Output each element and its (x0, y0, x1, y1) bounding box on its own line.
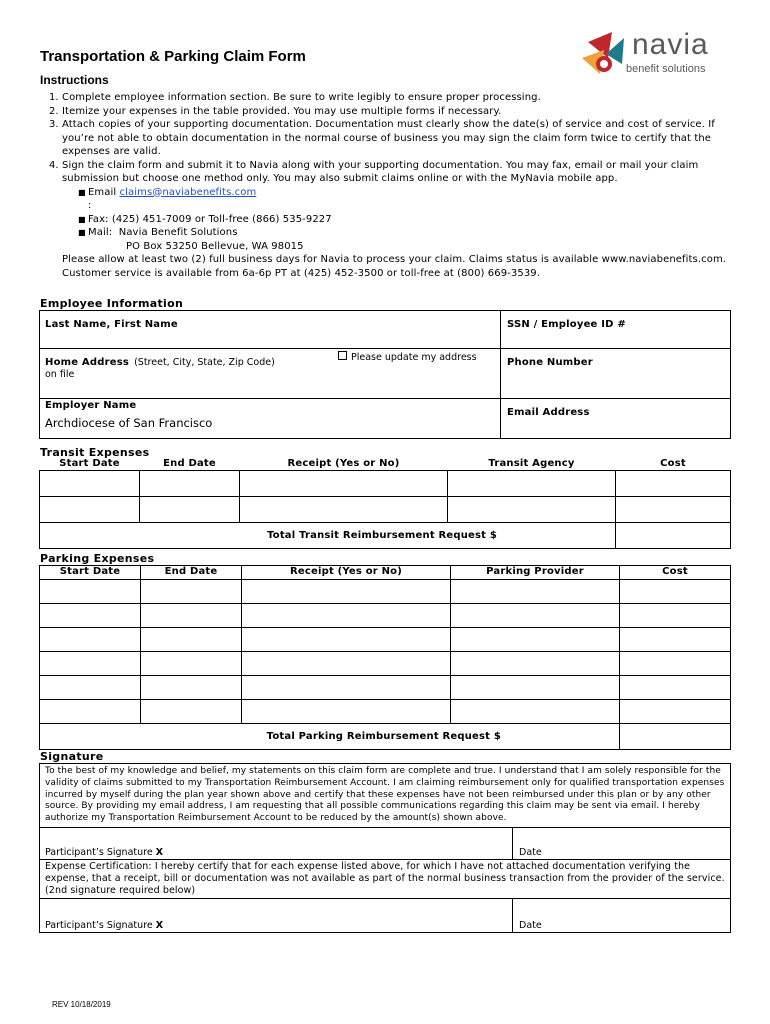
transit-row (40, 496, 731, 522)
parking-section-heading: Parking Expenses (40, 552, 155, 565)
parking-col-receipt: Receipt (Yes or No) (242, 566, 451, 580)
logo-wordmark: navia (632, 28, 709, 61)
bullet-icon: ■ (78, 228, 86, 237)
parking-provider-cell[interactable] (451, 628, 620, 652)
fax-method (78, 213, 740, 227)
signature-x-mark: X (155, 920, 164, 932)
update-address-label: Please update my address (351, 352, 477, 363)
parking-receipt-cell[interactable] (242, 604, 451, 628)
parking-total-cell[interactable] (620, 724, 731, 750)
fax-method-text: Fax: (425) 451-7009 or Toll-free (866) 535-9227 (88, 213, 332, 225)
address-hint: (Street, City, State, Zip Code) (134, 357, 275, 368)
parking-row (40, 700, 731, 724)
transit-section-heading: Transit Expenses (40, 446, 150, 459)
transit-expenses-table (39, 458, 731, 549)
transit-end-cell[interactable] (140, 470, 240, 496)
update-address-option[interactable] (338, 351, 477, 363)
address-field[interactable] (40, 349, 501, 399)
parking-receipt-cell[interactable] (242, 700, 451, 724)
employee-section-heading: Employee Information (40, 297, 184, 310)
email-field[interactable] (501, 399, 731, 439)
instructions-list (40, 91, 740, 186)
transit-col-start-date: Start Date (59, 458, 120, 469)
participant-signature-field-1[interactable] (40, 827, 513, 859)
parking-provider-cell[interactable] (451, 580, 620, 604)
parking-start-cell[interactable] (40, 676, 141, 700)
parking-start-cell[interactable] (40, 604, 141, 628)
parking-header-row (40, 566, 731, 580)
parking-total-label: Total Parking Reimbursement Request $ (40, 724, 620, 750)
mail-method (78, 226, 740, 240)
transit-total-label: Total Transit Reimbursement Request $ (40, 522, 616, 548)
parking-col-provider: Parking Provider (451, 566, 620, 580)
parking-cost-cell[interactable] (620, 652, 731, 676)
revision-date: REV 10/18/2019 (52, 1000, 111, 1009)
mail-line-1: Navia Benefit Solutions (118, 227, 238, 238)
signature-table (39, 763, 731, 933)
parking-provider-cell[interactable] (451, 604, 620, 628)
transit-total-cell[interactable] (616, 522, 731, 548)
parking-end-cell[interactable] (141, 700, 242, 724)
date-label: Date (519, 920, 542, 932)
transit-agency-cell[interactable] (448, 470, 616, 496)
transit-col-agency: Transit Agency (488, 458, 575, 469)
employer-field[interactable] (40, 399, 501, 439)
name-field[interactable] (40, 311, 501, 349)
employee-info-table (39, 310, 731, 439)
parking-start-cell[interactable] (40, 652, 141, 676)
transit-agency-cell[interactable] (448, 496, 616, 522)
parking-row (40, 676, 731, 700)
update-address-checkbox[interactable] (338, 351, 347, 360)
signature-date-field-1[interactable] (513, 827, 731, 859)
instruction-item: 2. Itemize your expenses in the table provided. You may use multiple forms if necessary. (62, 105, 740, 119)
parking-cost-cell[interactable] (620, 676, 731, 700)
email-colon: : (88, 200, 92, 211)
parking-row (40, 580, 731, 604)
transit-col-cost: Cost (660, 458, 686, 469)
parking-receipt-cell[interactable] (242, 580, 451, 604)
date-label: Date (519, 846, 542, 858)
parking-receipt-cell[interactable] (242, 628, 451, 652)
signature-section-heading: Signature (40, 750, 104, 763)
transit-total-row (40, 522, 731, 548)
email-label: Email Address (507, 407, 590, 418)
bullet-icon: ■ (78, 187, 86, 197)
parking-receipt-cell[interactable] (242, 652, 451, 676)
instruction-item: 1. Complete employee information section. Be sure to write legibly to ensure proper processing. (62, 91, 740, 105)
transit-row (40, 470, 731, 496)
employer-label: Employer Name (45, 400, 137, 411)
parking-end-cell[interactable] (141, 652, 242, 676)
processing-note: Please allow at least two (2) full business days for Navia to process your claim. Claims status is available www.naviabenefits.com. Customer service is available from 6a-6p PT at (425) 452-3500 or toll-free at (800) 669-3539. (62, 254, 727, 279)
participant-signature-label: Participant’s Signature (45, 846, 153, 858)
parking-col-start-date: Start Date (40, 566, 141, 580)
parking-row (40, 628, 731, 652)
parking-cost-cell[interactable] (620, 604, 731, 628)
parking-end-cell[interactable] (141, 604, 242, 628)
parking-end-cell[interactable] (141, 580, 242, 604)
transit-start-cell[interactable] (40, 470, 140, 496)
parking-provider-cell[interactable] (451, 676, 620, 700)
email-method (78, 186, 740, 200)
bullet-icon: ■ (78, 214, 86, 224)
submission-methods (40, 186, 740, 254)
transit-receipt-cell[interactable] (240, 470, 448, 496)
parking-total-row (40, 724, 731, 750)
expense-certification: Expense Certification: I hereby certify that for each expense listed above, for which I have not attached documentation verifying the expense, that a receipt, bill or documentation was not available as part of the normal business transaction from the provider of the service. (2nd signature required below) (40, 859, 731, 898)
parking-end-cell[interactable] (141, 628, 242, 652)
instructions-block (40, 91, 740, 280)
signature-statement: To the best of my knowledge and belief, my statements on this claim form are complete and true. I understand that I am solely responsible for the validity of claims submitted to my Transportation Reimbursement Account. I am claiming reimbursement only for qualified transportation expenses incurred by myself during the plan year shown above and certify that these expenses have not been reimbursed under this plan or by any other source. By providing my email address, I am requesting that all possible communications regarding this claim may be sent via email. I hereby authorize my Transportation Reimbursement Account to be reduced by the amount(s) shown above. (40, 764, 731, 828)
transit-start-cell[interactable] (40, 496, 140, 522)
ssn-label: SSN / Employee ID # (507, 319, 626, 330)
transit-end-cell[interactable] (140, 496, 240, 522)
parking-provider-cell[interactable] (451, 700, 620, 724)
page-title: Transportation & Parking Claim Form (40, 48, 306, 65)
parking-row (40, 604, 731, 628)
mail-method-label: Mail: (88, 227, 113, 238)
ssn-field[interactable] (501, 311, 731, 349)
navia-logo-icon (578, 28, 634, 84)
transit-col-receipt: Receipt (Yes or No) (287, 458, 400, 469)
employer-value: Archdiocese of San Francisco (45, 416, 213, 430)
claims-email-link[interactable]: claims@naviabenefits.com (119, 186, 257, 198)
address-label: Home Address (45, 357, 129, 368)
participant-signature-field-2[interactable] (40, 899, 513, 933)
email-method-label: Email (88, 186, 117, 198)
parking-receipt-cell[interactable] (242, 676, 451, 700)
parking-cost-cell[interactable] (620, 628, 731, 652)
transit-cost-cell[interactable] (616, 470, 731, 496)
navia-logo (578, 28, 728, 84)
phone-label: Phone Number (507, 357, 593, 368)
instructions-heading: Instructions (40, 73, 109, 87)
signature-date-field-2[interactable] (513, 899, 731, 933)
address-hint-2: on file (45, 369, 75, 380)
instruction-item: 4. Sign the claim form and submit it to Navia along with your supporting documentation. You may fax, email or mail your claim submission but choose one method only. You may also submit claims online or with the MyNavia mobile app. (62, 159, 740, 186)
parking-expenses-table (39, 565, 731, 750)
name-label: Last Name, First Name (45, 319, 178, 330)
phone-field[interactable] (501, 349, 731, 399)
parking-start-cell[interactable] (40, 628, 141, 652)
parking-col-end-date: End Date (141, 566, 242, 580)
parking-end-cell[interactable] (141, 676, 242, 700)
parking-col-cost: Cost (620, 566, 731, 580)
parking-start-cell[interactable] (40, 580, 141, 604)
instruction-item: 3. Attach copies of your supporting documentation. Documentation must clearly show the date(s) of service and cost of service. If you’re not able to obtain documentation in the normal course of business you may sign the claim form twice to certify that the expenses are valid. (62, 118, 740, 159)
transit-col-end-date: End Date (163, 458, 216, 469)
parking-cost-cell[interactable] (620, 700, 731, 724)
signature-x-mark: X (155, 846, 164, 858)
parking-provider-cell[interactable] (451, 652, 620, 676)
mail-line-2: PO Box 53250 Bellevue, WA 98015 (126, 240, 304, 252)
parking-start-cell[interactable] (40, 700, 141, 724)
transit-receipt-cell[interactable] (240, 496, 448, 522)
transit-cost-cell[interactable] (616, 496, 731, 522)
parking-row (40, 652, 731, 676)
parking-cost-cell[interactable] (620, 580, 731, 604)
participant-signature-label: Participant’s Signature (45, 920, 153, 932)
transit-header-row (40, 458, 731, 470)
logo-subtitle: benefit solutions (626, 63, 706, 75)
